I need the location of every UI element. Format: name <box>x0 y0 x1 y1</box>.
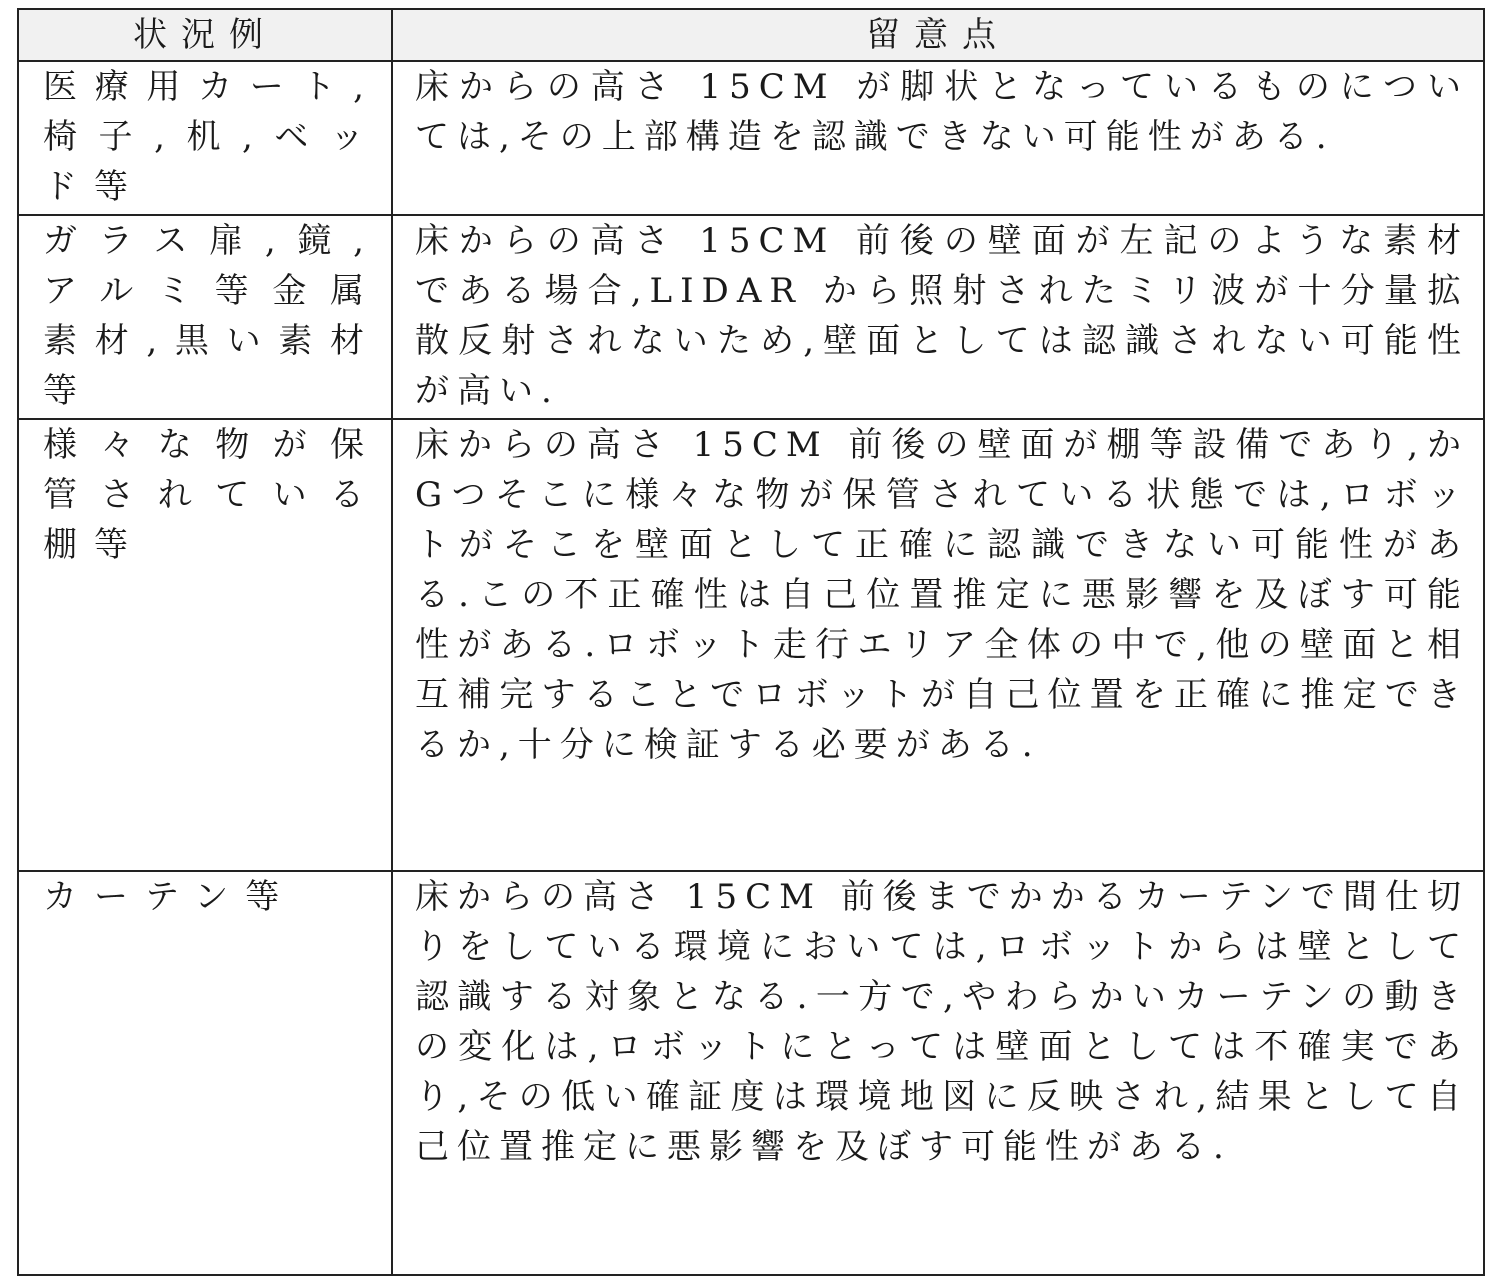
situation-text: カーテン等 <box>43 877 297 917</box>
note-cell <box>392 871 1484 1275</box>
note-cell <box>392 61 1484 215</box>
note-text: 床からの高さ 15CM 前後の壁面が左記のような素材である場合,LIDAR から照射されたミリ波が十分量拡散反射されないため,壁面としては認識されない可能性が高い. <box>415 221 1469 411</box>
note-text: 床からの高さ 15CM が脚状となっているものについては,その上部構造を認識できない可能性がある. <box>415 67 1469 157</box>
table-row <box>18 419 1484 871</box>
situation-text: 医療用カート,椅子,机,ベッド等 <box>43 67 381 207</box>
table-row <box>18 215 1484 419</box>
situation-text: 様々な物が保管されている棚等 <box>43 425 381 565</box>
header-situation: 状況例 <box>18 9 392 61</box>
note-text: 床からの高さ 15CM 前後までかかるカーテンで間仕切りをしている環境においては,ロボットからは壁として認識する対象となる.一方で,やわらかいカーテンの動きの変化は,ロボットにとっては壁面としては不確実であり,その低い確証度は環境地図に反映され,結果として自己位置推定に悪影響を及ぼす可能性がある. <box>415 877 1470 1167</box>
note-text: 床からの高さ 15CM 前後の壁面が棚等設備であり,かGつそこに様々な物が保管されている状態では,ロボットがそこを壁面として正確に認識できない可能性がある.この不正確性は自己位置推定に悪影響を及ぼす可能性がある.ロボット走行エリア全体の中で,他の壁面と相互補完することでロボットが自己位置を正確に推定できるか,十分に検証する必要がある. <box>415 425 1469 765</box>
table-row <box>18 61 1484 215</box>
header-notes: 留意点 <box>392 9 1484 61</box>
situation-cell <box>18 871 392 1275</box>
precautions-table <box>17 8 1485 1276</box>
note-cell <box>392 215 1484 419</box>
situation-text: ガラス扉,鏡,アルミ等金属素材,黒い素材等 <box>43 221 381 411</box>
situation-cell <box>18 419 392 871</box>
table-row <box>18 871 1484 1275</box>
header-row <box>18 9 1484 61</box>
situation-cell <box>18 61 392 215</box>
situation-cell <box>18 215 392 419</box>
note-cell <box>392 419 1484 871</box>
